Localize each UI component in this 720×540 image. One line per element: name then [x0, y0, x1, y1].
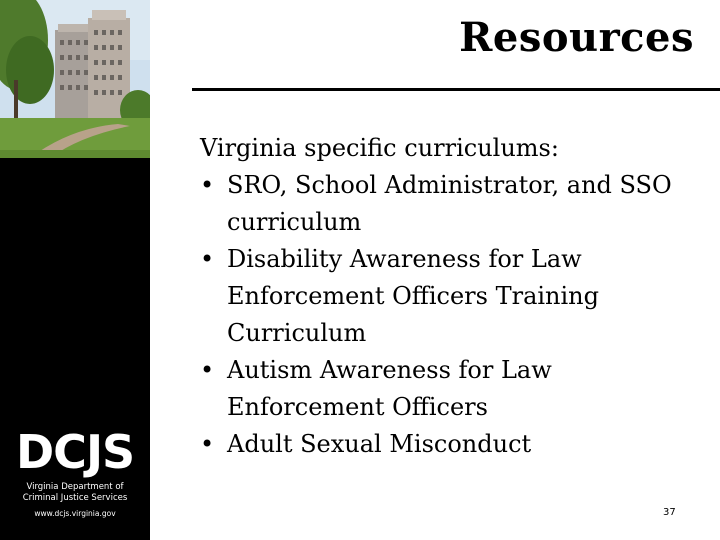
title-divider [192, 88, 720, 91]
list-item-text: Disability Awareness for Law Enforcement Officers Training Curriculum [227, 245, 599, 347]
dcjs-logo [16, 426, 134, 478]
slide-content [200, 130, 700, 463]
slide-title: Resources [459, 14, 694, 61]
building-photo [0, 0, 150, 158]
list-item [200, 352, 700, 426]
svg-text:DCJS: DCJS [16, 426, 134, 478]
list-item-text: Adult Sexual Misconduct [227, 430, 532, 458]
content-heading: Virginia specific curriculums: [200, 134, 559, 162]
bullet-icon: • [200, 430, 215, 458]
bullet-icon: • [200, 245, 215, 273]
bullet-icon: • [200, 171, 215, 199]
agency-name-line1: Virginia Department of [26, 482, 124, 492]
list-item [200, 241, 700, 352]
sidebar [0, 0, 150, 540]
list-item-text: SRO, School Administrator, and SSO curriculum [227, 171, 672, 236]
list-item [200, 167, 700, 241]
list-item [200, 426, 700, 463]
list-item-text: Autism Awareness for Law Enforcement Officers [227, 356, 552, 421]
page-number: 37 [663, 507, 676, 518]
agency-name-line2: Criminal Justice Services [22, 493, 128, 503]
website-url: www.dcjs.virginia.gov [34, 509, 116, 518]
bullet-list [200, 167, 700, 463]
bullet-icon: • [200, 356, 215, 384]
